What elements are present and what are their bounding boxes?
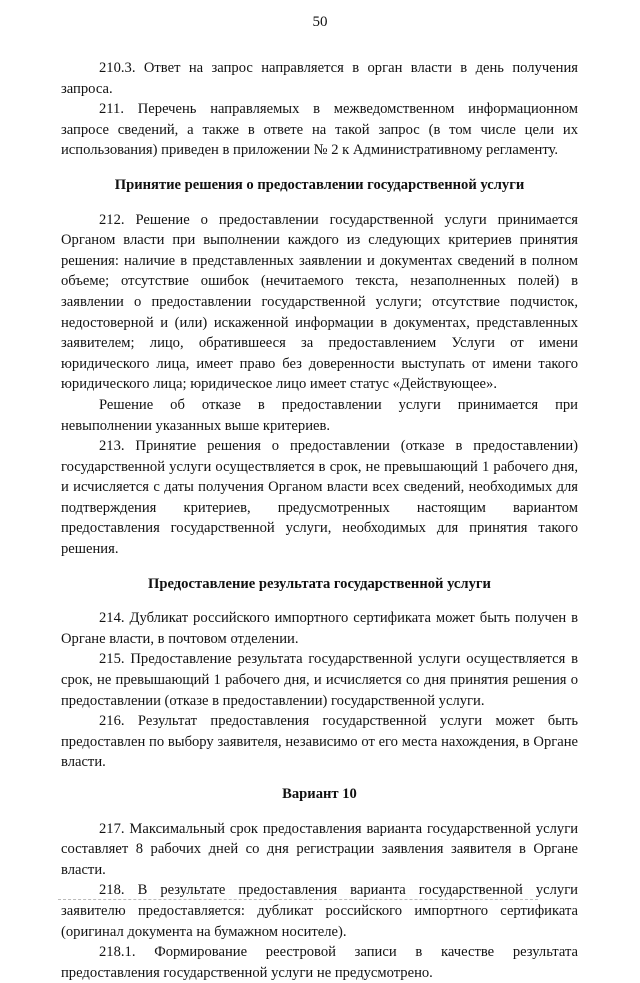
paragraph-218: 218. В результате предоставления варианта государственной услуги заявителю предоставляется: дубликат российского импортного сертификата (оригинал документа на бумажном носителе). (61, 882, 578, 940)
paragraph-217: 217. Максимальный срок предоставления варианта государственной услуги составляет 8 рабочих дней со дня регистрации заявления заявителя в Органе власти. (61, 820, 578, 878)
paragraph-210-3: 210.3. Ответ на запрос направляется в орган власти в день получения запроса. (61, 60, 578, 97)
paragraph-211: 211. Перечень направляемых в межведомственном информационном запросе сведений, а также в ответе на такой запрос (в том числе цели их использования) приведен в приложении № 2 к Административному регламенту. (61, 101, 578, 159)
page-bottom-edge (58, 899, 538, 901)
section-heading-decision: Принятие решения о предоставлении государственной услуги (114, 176, 525, 193)
paragraph-213: 213. Принятие решения о предоставлении (отказе в предоставлении) государственной услуги осуществляется в срок, не превышающий 1 рабочего дня, и исчисляется с даты получения Органом власти всех сведений, необходимых для подтверждения критериев, предусмотренных настоящим вариантом предоставления государственной услуги, необходимых для принятия такого решения. (61, 438, 578, 558)
paragraph-216: 216. Результат предоставления государственной услуги может быть предоставлен по выбору заявителя, независимо от его места нахождения, в Органе власти. (61, 713, 578, 771)
paragraph-212: 212. Решение о предоставлении государственной услуги принимается Органом власти при выполнении каждого из следующих критериев принятия решения: наличие в представленных заявлении и документах сведений в полном объеме; отсутствие ошибок (нечитаемого текста, незаполненных полей) в заявлении о предоставлении государственной услуги; отсутствие подчисток, недостоверной и (или) искаженной информации в документах, представленных заявителем; лицо, обратившееся за предоставлением Услуги от имени юридического лица, имеет право без доверенности выступать от имени такого юридического лица; юридическое лицо имеет статус «Действующее». (61, 211, 578, 393)
paragraph-214: 214. Дубликат российского импортного сертификата может быть получен в Органе власти, в почтовом отделении. (61, 610, 578, 647)
page-number: 50 (312, 14, 328, 30)
document-body (61, 58, 578, 983)
paragraph-refusal: Решение об отказе в предоставлении услуги принимается при невыполнении указанных выше критериев. (61, 396, 578, 434)
section-heading-result: Предоставление результата государственной услуги (148, 575, 491, 592)
section-heading-variant-10: Вариант 10 (282, 786, 357, 802)
paragraph-218-1: 218.1. Формирование реестровой записи в качестве результата предоставления государственной услуги не предусмотрено. (61, 944, 578, 981)
paragraph-215: 215. Предоставление результата государственной услуги осуществляется в срок, не превышающий 1 рабочего дня, и исчисляется со дня принятия решения о предоставлении (отказе в предоставлении) государственной услуги. (61, 651, 578, 709)
